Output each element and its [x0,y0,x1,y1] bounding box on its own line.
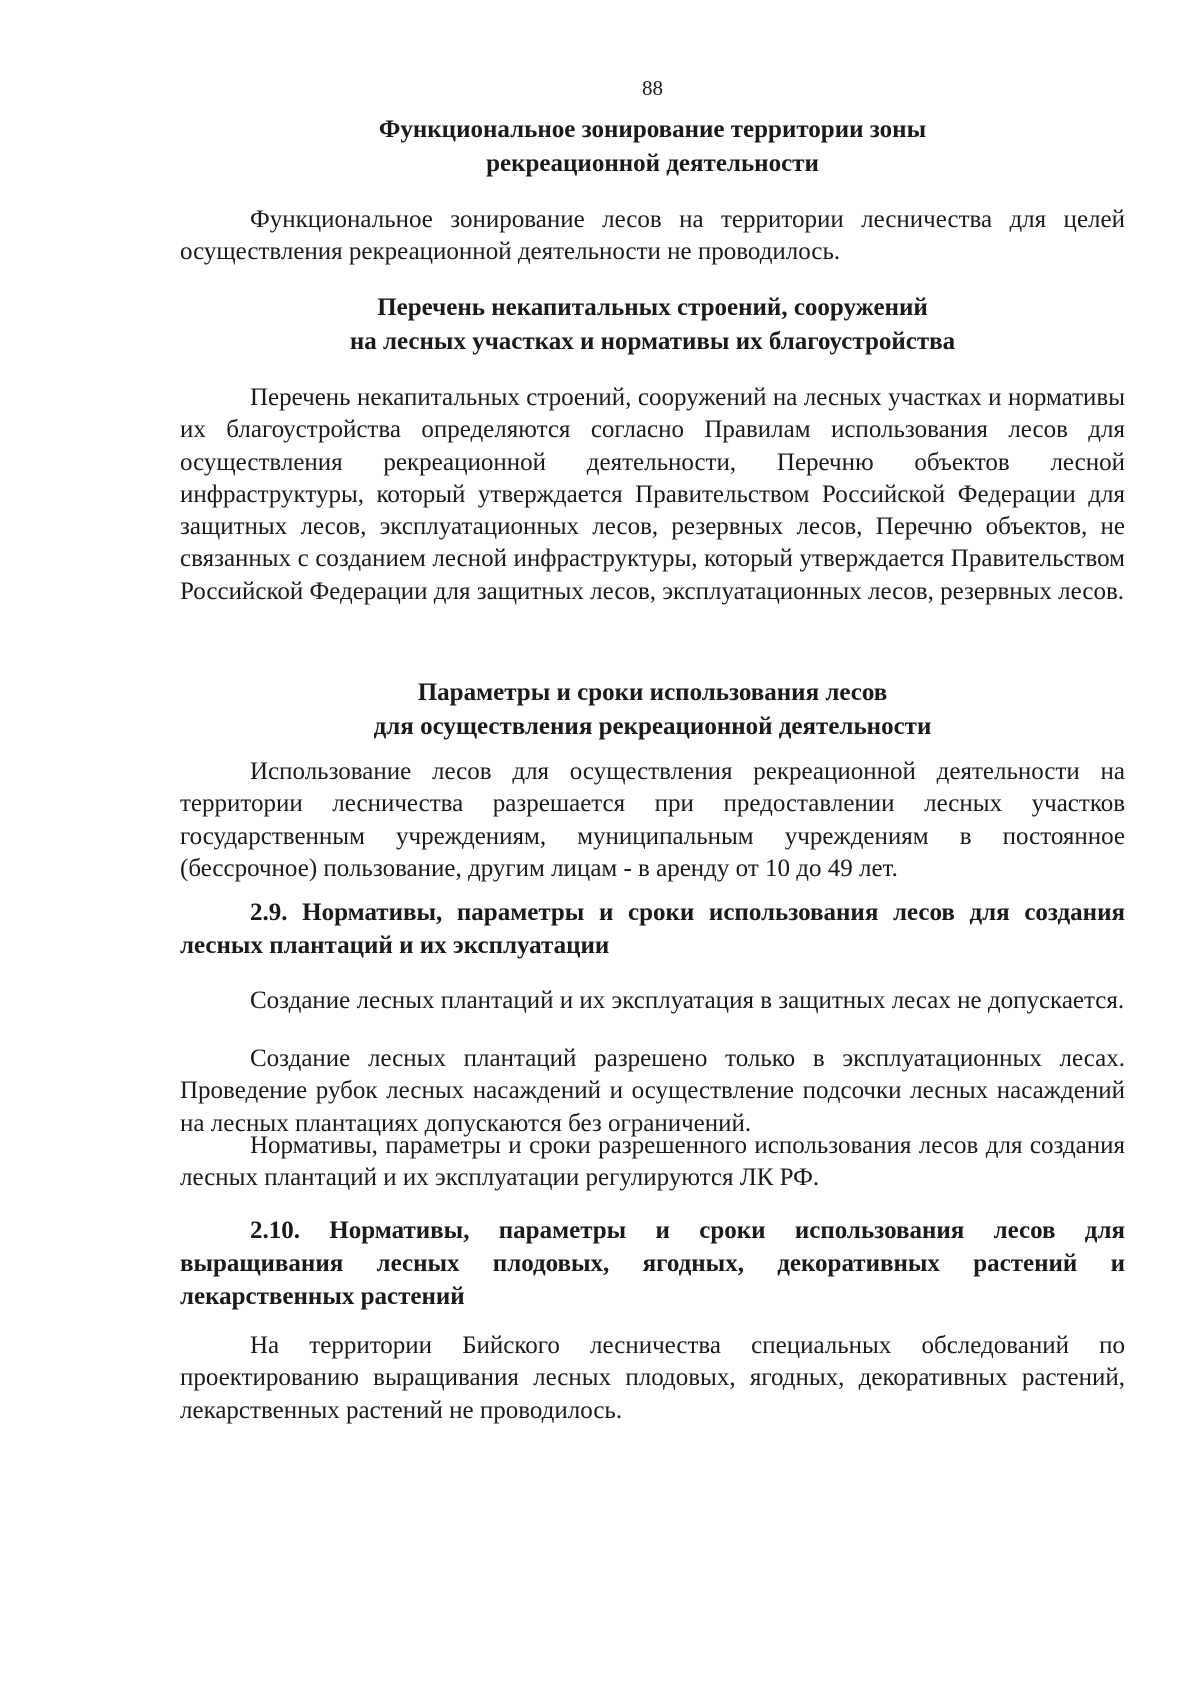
parameters-paragraph: Использование лесов для осуществления рекреационной деятельности на территории лесничества разрешается при предоставлении лесных участков государственным учреждениям, муниципальным учреждениям в постоянное (бессрочное) пользование, другим лицам - в аренду от 10 до 49 лет. [180,758,1125,882]
section-2-10-heading: 2.10. Нормативы, параметры и сроки использования лесов для выращивания лесных плодовых, ягодных, декоративных растений и лекарственных растений [180,1217,1125,1310]
structures-heading-line2: на лесных участках и нормативы их благоустройства [349,328,956,355]
section-2-9-paragraph-2: Создание лесных плантаций разрешено только в эксплуатационных лесах. Проведение рубок лесных насаждений и осуществление подсочки лесных насаждений на лесных плантациях допускаются без ограничений. [180,1045,1125,1137]
zoning-heading-line1: Функциональное зонирование территории зоны [378,116,927,143]
parameters-heading-line1: Параметры и сроки использования лесов [417,679,888,706]
structures-paragraph: Перечень некапитальных строений, сооружений на лесных участках и нормативы их благоустройства определяются согласно Правилам использования лесов для осуществления рекреационной деятельности, Перечню объектов лесной инфраструктуры, который утверждается Правительством Российской Федерации для защитных лесов, эксплуатационных лесов, резервных лесов, Перечню объектов, не связанных с созданием лесной инфраструктуры, который утверждается Правительством Российской Федерации для защитных лесов, эксплуатационных лесов, резервных лесов. [180,384,1125,605]
parameters-heading [180,676,1125,744]
structures-heading-line1: Перечень некапитальных строений, сооружений [377,294,928,321]
zoning-paragraph: Функциональное зонирование лесов на территории лесничества для целей осуществления рекреационной деятельности не проводилось. [180,206,1125,266]
section-2-9-paragraph-1: Создание лесных плантаций и их эксплуатация в защитных лесах не допускается. [250,987,1125,1014]
parameters-heading-line2: для осуществления рекреационной деятельности [373,713,932,740]
page-number: 88 [642,76,663,100]
section-2-9-paragraph-3: Нормативы, параметры и сроки разрешенного использования лесов для создания лесных плантаций и их эксплуатации регулируются ЛК РФ. [180,1132,1125,1192]
zoning-heading [180,113,1125,181]
structures-heading [180,291,1125,359]
section-2-9-heading: 2.9. Нормативы, параметры и сроки использования лесов для создания лесных плантаций и их эксплуатации [180,899,1125,959]
section-2-10-paragraph: На территории Бийского лесничества специальных обследований по проектированию выращивания лесных плодовых, ягодных, декоративных растений, лекарственных растений не проводилось. [180,1332,1125,1424]
zoning-heading-line2: рекреационной деятельности [486,150,819,177]
